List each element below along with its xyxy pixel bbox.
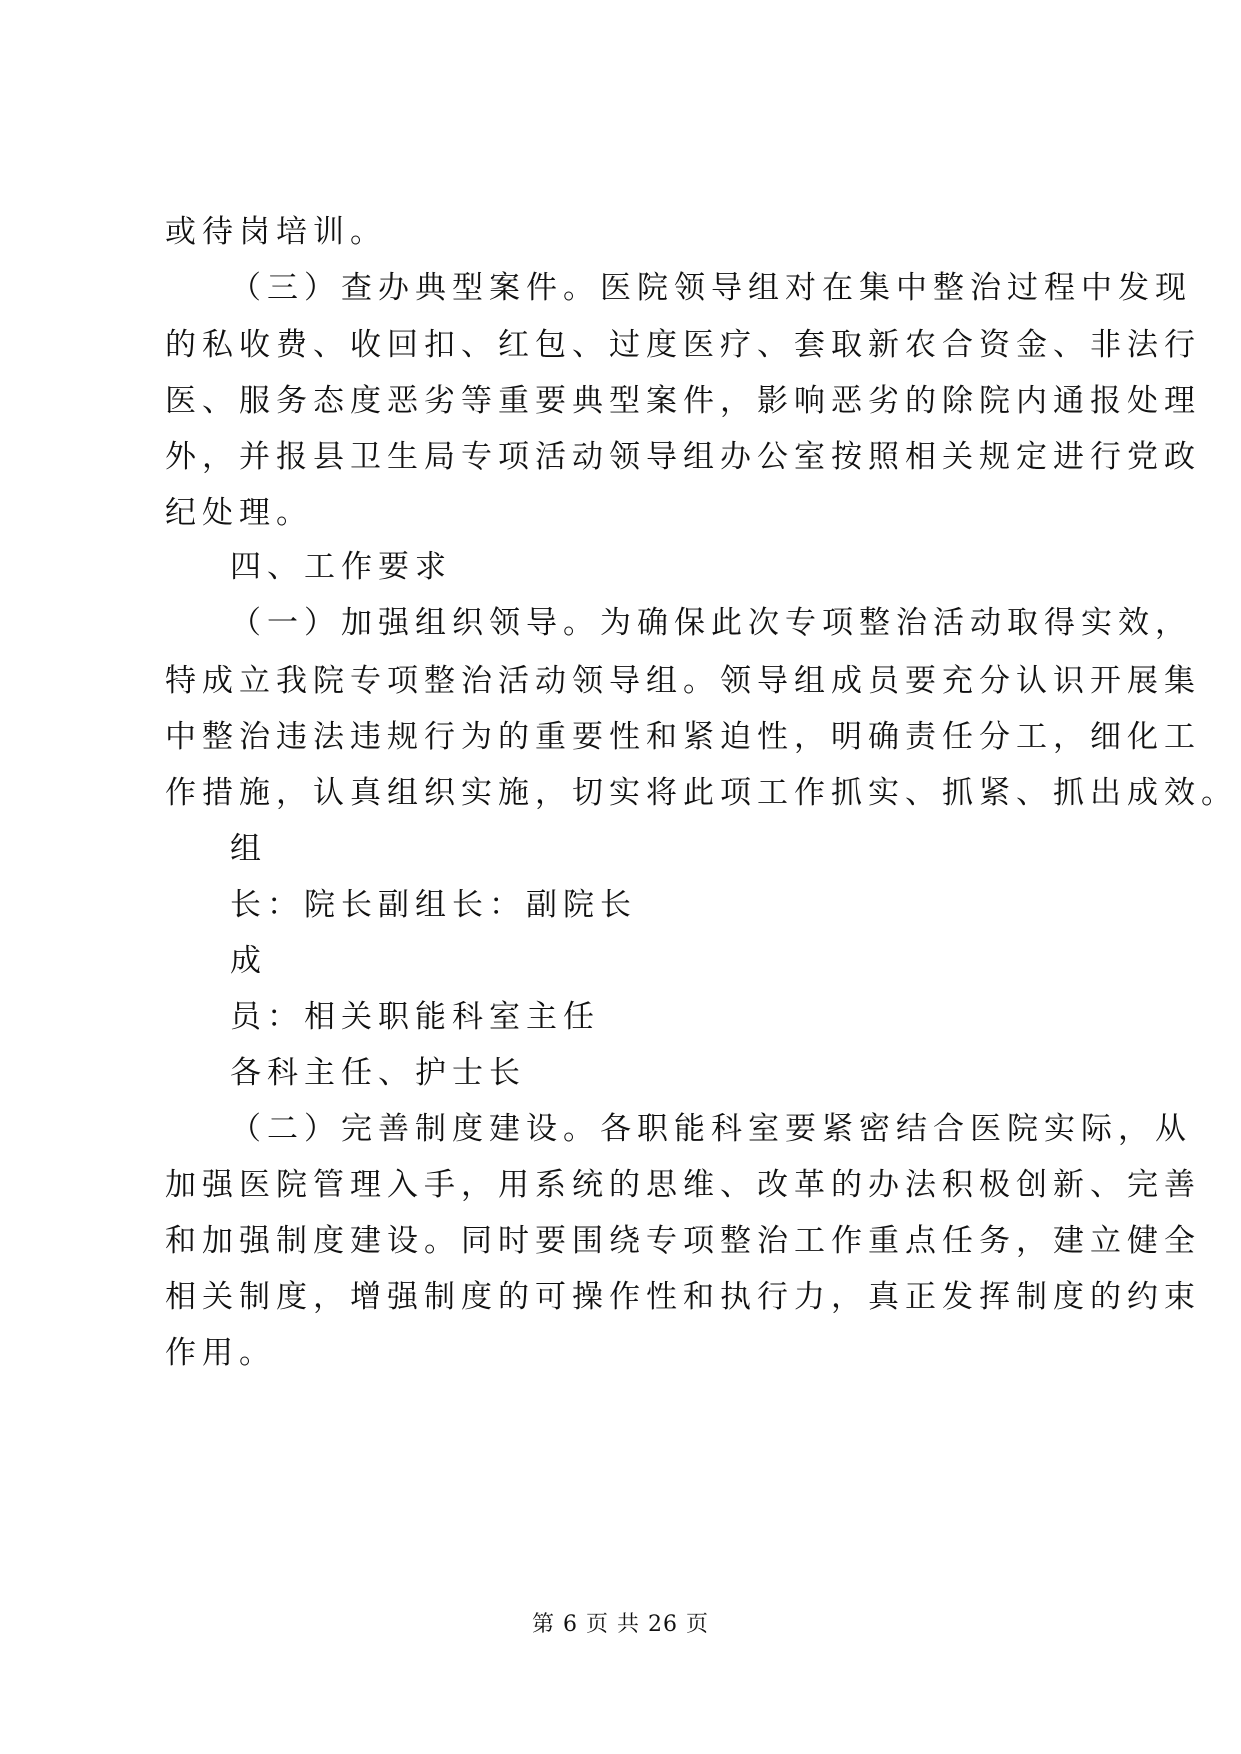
page-number-footer: 第 6 页 共 26 页 [532, 1612, 709, 1637]
paragraph-line: 外，并报县卫生局专项活动领导组办公室按照相关规定进行党政 [165, 439, 1201, 475]
paragraph-line: 成 [230, 943, 267, 979]
paragraph-line: 特成立我院专项整治活动领导组。领导组成员要充分认识开展集 [165, 663, 1201, 699]
paragraph-line: 长：院长副组长：副院长 [230, 887, 637, 923]
paragraph-line: （二）完善制度建设。各职能科室要紧密结合医院实际，从 [230, 1111, 1192, 1147]
section-heading: 四、工作要求 [230, 549, 452, 585]
paragraph-line: 各科主任、护士长 [230, 1055, 526, 1091]
paragraph-line: 员：相关职能科室主任 [230, 999, 600, 1035]
paragraph-line: 或待岗培训。 [165, 214, 387, 250]
paragraph-line: 组 [230, 831, 267, 867]
paragraph-line: 医、服务态度恶劣等重要典型案件，影响恶劣的除院内通报处理 [165, 383, 1201, 419]
paragraph-line: 作用。 [165, 1335, 276, 1371]
paragraph-line: 加强医院管理入手，用系统的思维、改革的办法积极创新、完善 [165, 1167, 1201, 1203]
paragraph-line: 和加强制度建设。同时要围绕专项整治工作重点任务，建立健全 [165, 1223, 1201, 1259]
paragraph-line: 的私收费、收回扣、红包、过度医疗、套取新农合资金、非法行 [165, 327, 1201, 363]
paragraph-line: （三）查办典型案件。医院领导组对在集中整治过程中发现 [230, 270, 1192, 306]
paragraph-line: 作措施，认真组织实施，切实将此项工作抓实、抓紧、抓出成效。 [165, 775, 1238, 811]
paragraph-line: 相关制度，增强制度的可操作性和执行力，真正发挥制度的约束 [165, 1279, 1201, 1315]
paragraph-line: 纪处理。 [165, 495, 313, 531]
paragraph-line: 中整治违法违规行为的重要性和紧迫性，明确责任分工，细化工 [165, 719, 1201, 755]
paragraph-line: （一）加强组织领导。为确保此次专项整治活动取得实效， [230, 605, 1192, 641]
